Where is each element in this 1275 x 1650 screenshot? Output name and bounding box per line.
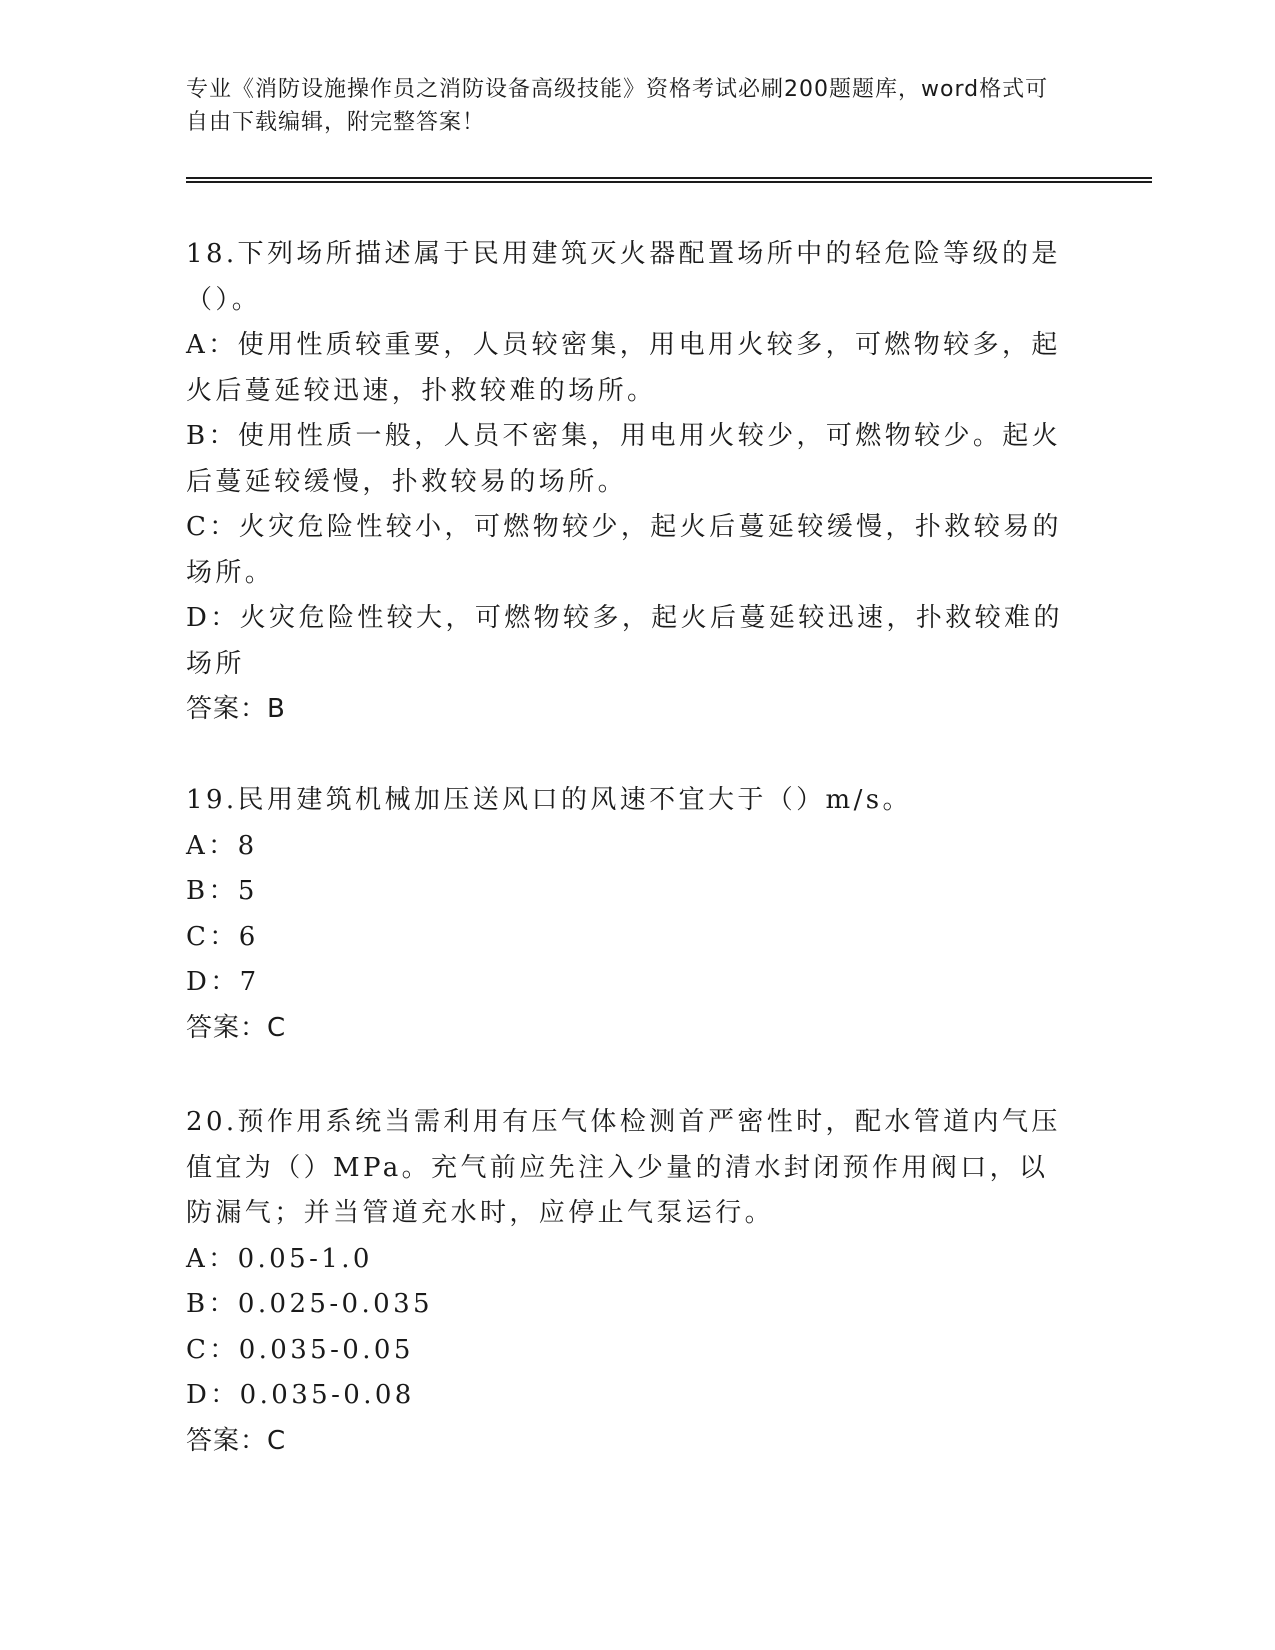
question-20 — [186, 1100, 1066, 1464]
question-stem: 18.下列场所描述属于民用建筑灭火器配置场所中的轻危险等级的是（）。 — [186, 239, 1061, 315]
option-c: C：0.035-0.05 — [186, 1334, 414, 1365]
option-d: D：7 — [186, 967, 260, 997]
option-d: D：火灾危险性较大，可燃物较多，起火后蔓延较迅速，扑救较难的场所 — [186, 603, 1063, 679]
option-a: A：8 — [186, 830, 258, 861]
answer: 答案：C — [186, 1425, 287, 1456]
header-divider-bottom — [186, 181, 1152, 183]
option-b: B：使用性质一般，人员不密集，用电用火较少，可燃物较少。起火后蔓延较缓慢，扑救较易的场所。 — [186, 421, 1062, 497]
question-stem: 19.民用建筑机械加压送风口的风速不宜大于（）m/s。 — [186, 785, 912, 815]
answer: 答案：C — [186, 1012, 287, 1043]
question-18 — [186, 232, 1066, 733]
option-d: D：0.035-0.08 — [186, 1380, 415, 1410]
option-c: C：火灾危险性较小，可燃物较少，起火后蔓延较缓慢，扑救较易的场所。 — [186, 512, 1062, 588]
question-stem: 20.预作用系统当需利用有压气体检测首严密性时，配水管道内气压值宜为（）MPa。充气前应先注入少量的清水封闭预作用阀口，以防漏气；并当管道充水时，应停止气泵运行。 — [186, 1107, 1061, 1228]
option-b: B：5 — [186, 876, 258, 906]
answer: 答案：B — [186, 694, 286, 724]
option-a: A：使用性质较重要，人员较密集，用电用火较多，可燃物较多，起火后蔓延较迅速，扑救较难的场所。 — [186, 330, 1061, 406]
option-a: A：0.05-1.0 — [186, 1243, 373, 1274]
option-b: B：0.025-0.035 — [186, 1289, 433, 1319]
document-header: 专业《消防设施操作员之消防设备高级技能》资格考试必刷200题题库，word格式可自由下载编辑，附完整答案！ — [186, 77, 1049, 135]
option-c: C：6 — [186, 921, 259, 952]
question-19 — [186, 778, 1066, 1051]
header-divider-top — [186, 177, 1152, 179]
